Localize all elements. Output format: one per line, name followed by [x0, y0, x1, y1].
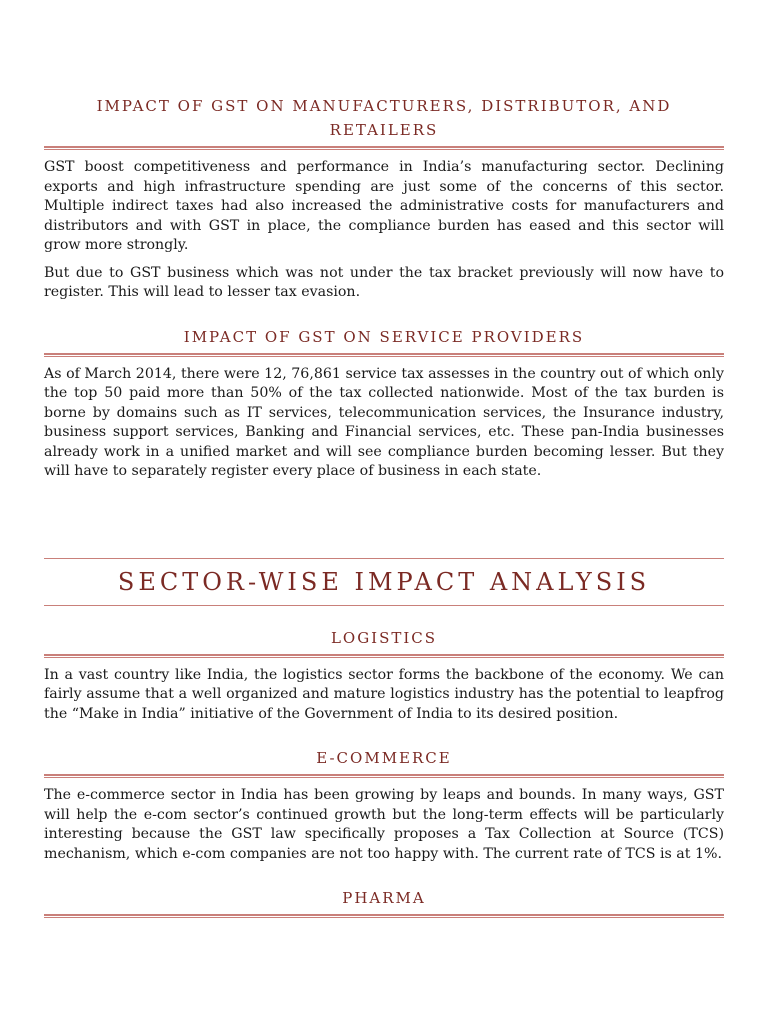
sector-wise-heading: SECTOR-WISE IMPACT ANALYSIS	[117, 567, 651, 596]
heading-rule	[44, 353, 724, 357]
manufacturers-paragraph-2: But due to GST business which was not under the tax bracket previously will now have to register. This will lead to lesser tax evasion.	[44, 264, 724, 300]
heading-rule	[44, 654, 724, 658]
service-providers-heading: IMPACT OF GST ON SERVICE PROVIDERS	[183, 327, 585, 346]
heading-rule	[44, 146, 724, 150]
service-providers-paragraph-1: As of March 2014, there were 12, 76,861 service tax assesses in the country out of which only the top 50 paid more than 50% of the tax collected nationwide. Most of the tax burden is borne by domains such as IT services, telecommunication services, the Insurance industry, business support services, Banking and Financial services, etc. These pan-India businesses already work in a unified market and will see compliance burden becoming lesser. But they will have to separately register every place of business in each state.	[44, 365, 724, 479]
heading-rule	[44, 914, 724, 918]
manufacturers-paragraph-1: GST boost competitiveness and performance in India’s manufacturing sector. Declining exports and high infrastructure spending are just some of the concerns of this sector. Multiple indirect taxes had also increased the administrative costs for manufacturers and distributors and with GST in place, the compliance burden has eased and this sector will grow more strongly.	[44, 159, 724, 253]
document-page	[44, 0, 724, 926]
logistics-paragraph-1: In a vast country like India, the logistics sector forms the backbone of the economy. We can fairly assume that a well organized and mature logistics industry has the potential to leapfrog the “Make in India” initiative of the Government of India to its desired position.	[44, 666, 724, 722]
ecommerce-paragraph-1: The e-commerce sector in India has been growing by leaps and bounds. In many ways, GST will help the e-com sector’s continued growth but the long-term effects will be particularly interesting because the GST law specifically proposes a Tax Collection at Source (TCS) mechanism, which e-com companies are not too happy with. The current rate of TCS is at 1%.	[44, 787, 724, 862]
ecommerce-heading: E-COMMERCE	[316, 749, 452, 767]
logistics-heading: LOGISTICS	[330, 628, 438, 647]
heading-rule	[44, 774, 724, 778]
manufacturers-heading: IMPACT OF GST ON MANUFACTURERS, DISTRIBUTOR, AND RETAILERS	[96, 97, 672, 139]
pharma-heading: PHARMA	[342, 889, 426, 907]
